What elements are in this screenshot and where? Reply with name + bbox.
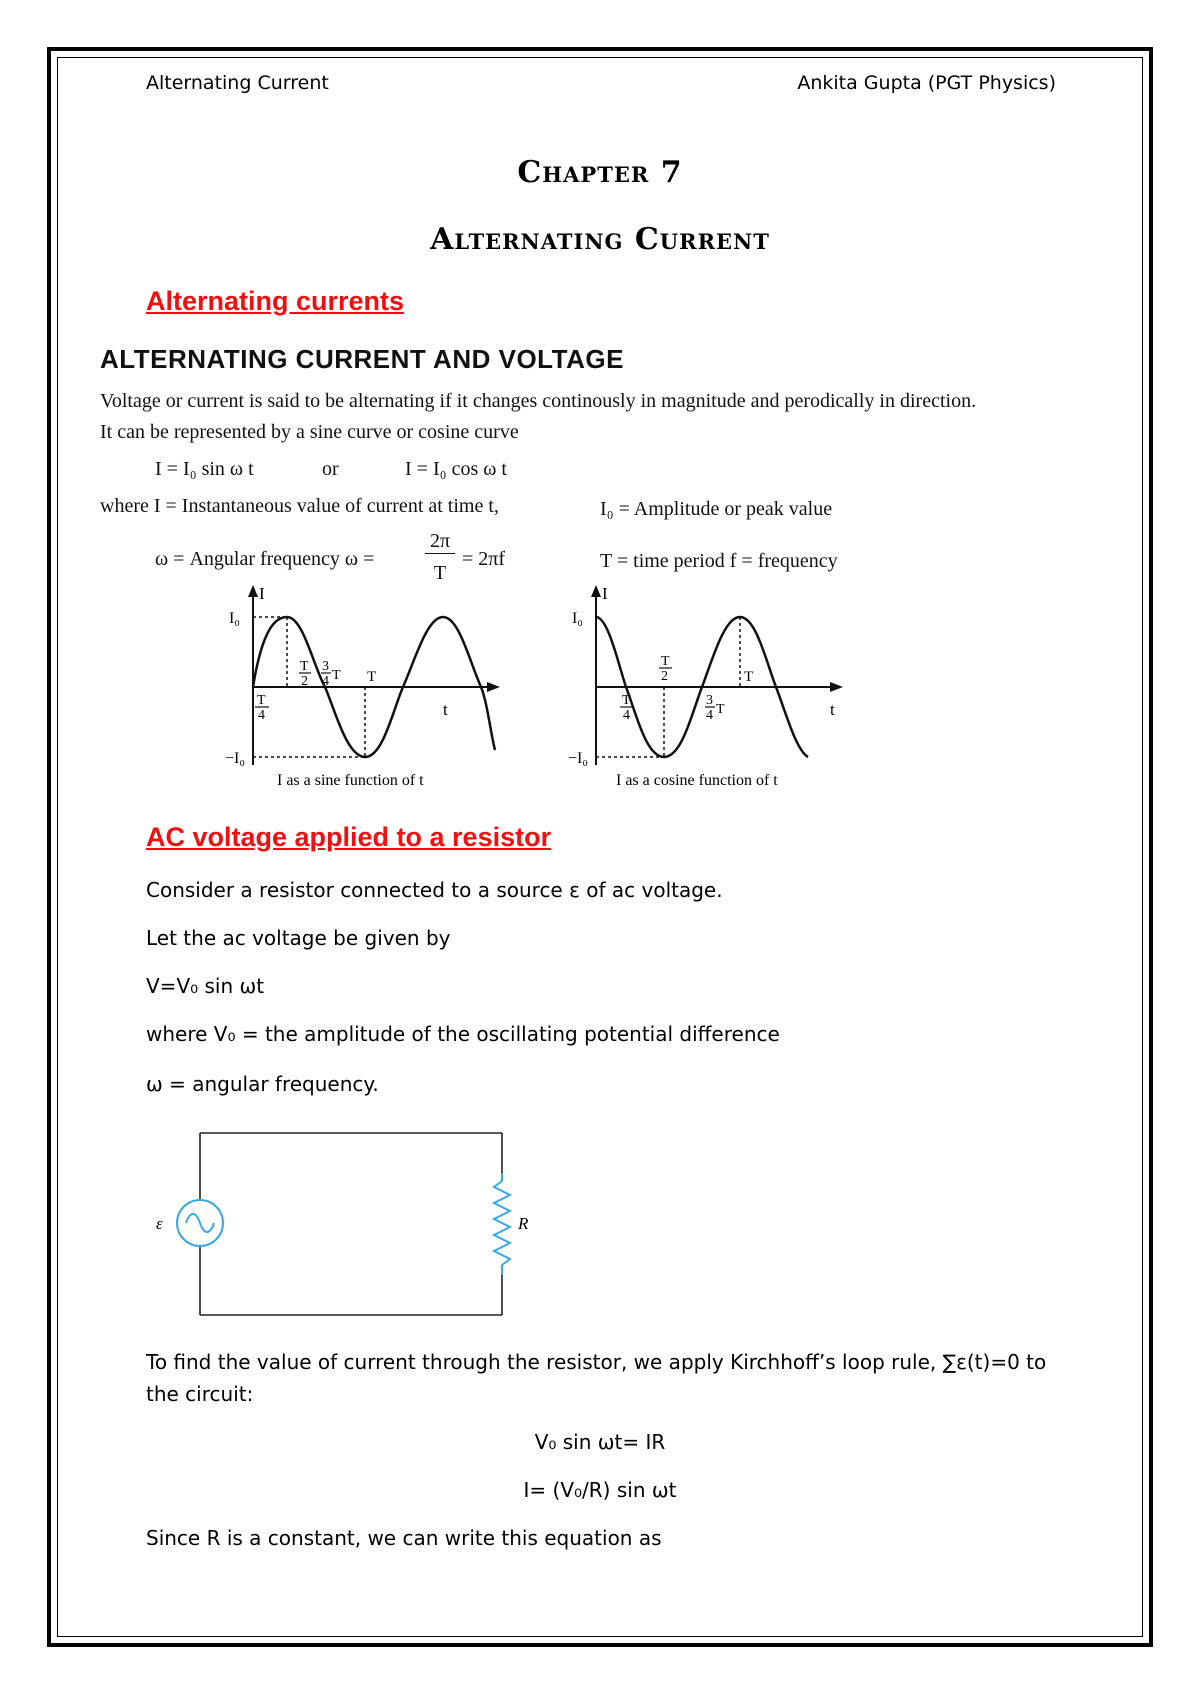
cosine-tick-quarter-den: 4 <box>623 708 630 723</box>
para-consider-resistor: Consider a resistor connected to a source ε of ac voltage. <box>146 878 723 902</box>
equation-or: or <box>322 458 339 480</box>
fraction-numerator: 2π <box>425 530 455 554</box>
cosine-tick-quarter-num: T <box>622 693 631 708</box>
definition-line-2: It can be represented by a sine curve or cosine curve <box>100 421 519 443</box>
sine-x-arrow <box>487 682 500 692</box>
chapter-title: Alternating Current <box>430 222 770 257</box>
cosine-x-arrow <box>830 682 843 692</box>
equation-current: I= (V₀/R) sin ωt <box>523 1478 677 1502</box>
cosine-tick-34-den: 4 <box>706 708 713 723</box>
circuit-resistor-label: R <box>518 1214 529 1233</box>
header-right: Ankita Gupta (PGT Physics) <box>797 72 1056 94</box>
section-heading-ac-resistor: AC voltage applied to a resistor <box>146 822 552 852</box>
sine-label-negI0: −I₀ <box>225 750 245 767</box>
equation-ir: V₀ sin ωt= IR <box>534 1430 666 1454</box>
period-frequency: T = time period f = frequency <box>600 550 838 572</box>
sine-label-t: t <box>443 700 448 719</box>
sine-tick-34-num: 3 <box>322 659 329 674</box>
circuit-emf-label: ε <box>156 1214 163 1233</box>
sine-tick-34-den: 4 <box>322 674 329 689</box>
cosine-tick-T: T <box>744 669 754 685</box>
cosine-label-t: t <box>830 700 835 719</box>
cosine-label-negI0: −I₀ <box>568 750 588 767</box>
fraction-denominator: T <box>433 562 447 584</box>
equation-cosine: I = I₀ cos ω t <box>405 458 507 480</box>
chapter-number: Chapter 7 <box>517 155 683 190</box>
para-the-circuit: the circuit: <box>146 1382 254 1406</box>
sine-tick-T: T <box>367 669 377 685</box>
where-instantaneous: where I = Instantaneous value of current at time t, <box>100 495 499 517</box>
sine-caption: I as a sine function of t <box>277 772 424 789</box>
cosine-label-I0: I₀ <box>572 610 583 627</box>
para-amplitude: where V₀ = the amplitude of the oscillating potential difference <box>146 1022 780 1046</box>
cosine-tick-half-den: 2 <box>661 669 668 684</box>
sine-label-I: I <box>259 585 265 603</box>
equation-sine: I = I₀ sin ω t <box>155 458 254 480</box>
cosine-tick-half-num: T <box>661 654 670 669</box>
sine-tick-half-num: T <box>300 659 309 674</box>
scan-title: ALTERNATING CURRENT AND VOLTAGE <box>100 344 624 374</box>
para-kirchhoff: To find the value of current through the resistor, we apply Kirchhoff’s loop rule, ∑ε(t)=0 to <box>146 1350 1047 1374</box>
sine-tick-half-den: 2 <box>301 674 308 689</box>
para-let-voltage: Let the ac voltage be given by <box>146 926 451 950</box>
cosine-label-I: I <box>602 585 608 603</box>
para-since-r-constant: Since R is a constant, we can write this equation as <box>146 1526 662 1550</box>
cosine-tick-34-num: 3 <box>706 693 713 708</box>
sine-graph <box>225 585 515 795</box>
cosine-graph <box>568 585 858 795</box>
equation-voltage: V=V₀ sin ωt <box>146 974 265 998</box>
cosine-y-arrow <box>591 585 601 597</box>
sine-tick-quarter-num: T <box>257 693 266 708</box>
para-angular-frequency: ω = angular frequency. <box>146 1072 379 1096</box>
cosine-tick-34-T: T <box>716 702 725 717</box>
cosine-caption: I as a cosine function of t <box>616 772 778 789</box>
header-left: Alternating Current <box>146 72 329 94</box>
two-pi-f: = 2πf <box>462 548 506 570</box>
sine-label-I0: I₀ <box>229 610 240 627</box>
definition-line-1: Voltage or current is said to be alternating if it changes continously in magnitude and perodically in direction. <box>100 390 977 412</box>
section-heading-alternating-currents: Alternating currents <box>146 286 405 316</box>
angular-frequency: ω = Angular frequency ω = <box>155 548 375 570</box>
sine-y-arrow <box>248 585 258 597</box>
resistor-circuit-diagram <box>150 1125 550 1325</box>
resistor-icon <box>494 1173 510 1275</box>
sine-tick-34-T: T <box>332 668 341 683</box>
amplitude-definition: I₀ = Amplitude or peak value <box>600 498 833 520</box>
sine-tick-quarter-den: 4 <box>258 708 265 723</box>
